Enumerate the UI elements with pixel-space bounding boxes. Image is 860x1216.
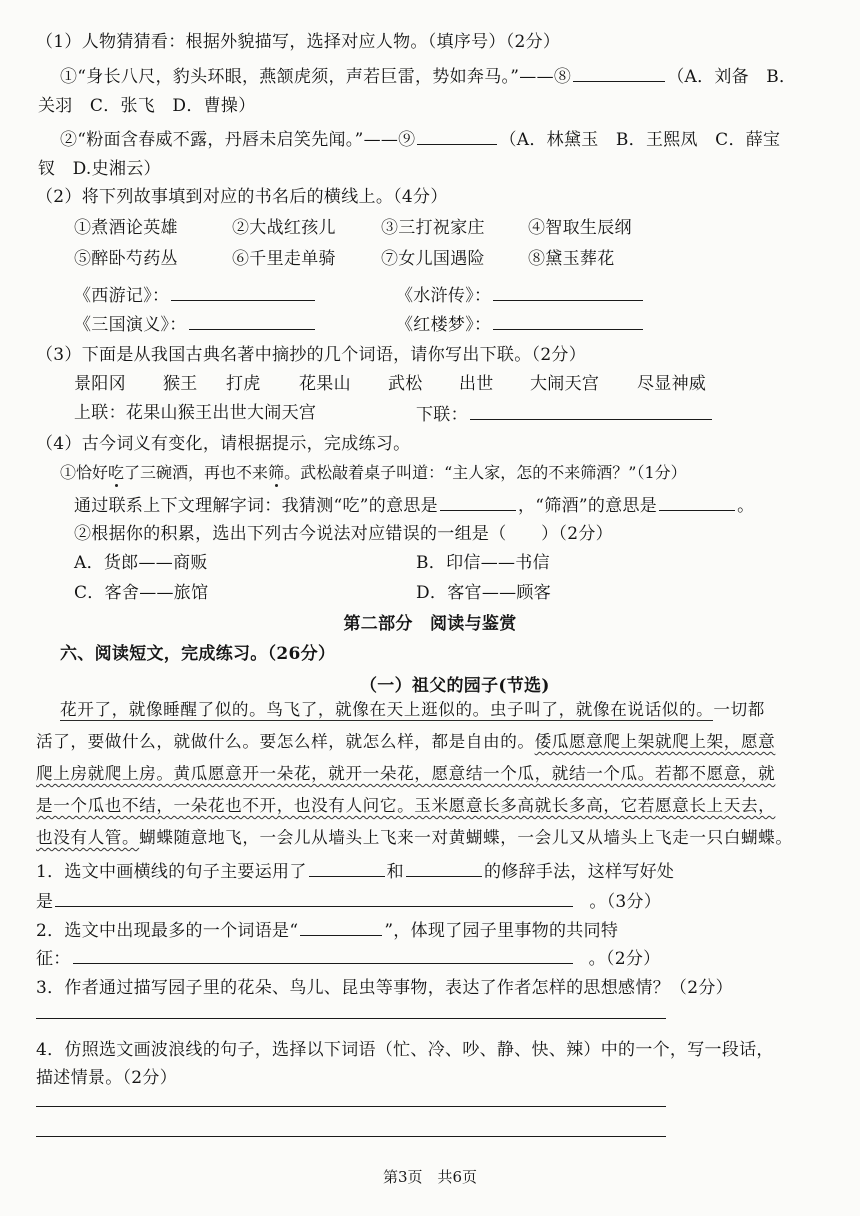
dotted-word: 筛 — [268, 463, 285, 482]
answer-blank[interactable] — [493, 282, 643, 301]
choice-option: D．客官——顾客 — [416, 583, 552, 603]
answer-blank[interactable] — [189, 311, 315, 330]
word-item: 花果山 — [299, 374, 351, 394]
passage-line-4 — [36, 794, 775, 818]
story-item: ⑦女儿国遇险 — [381, 249, 485, 269]
text-span: 是 — [36, 892, 54, 912]
q1-item1-options: （A．刘备 B． — [667, 67, 797, 87]
text-span: ，“筛酒”的意思是 — [517, 496, 658, 516]
lower-couplet-label: 下联： — [416, 405, 468, 425]
text-span: 。 — [737, 496, 755, 516]
answer-blank[interactable] — [73, 945, 573, 964]
q1-item2-options: （A．林黛玉 B．王熙凤 C．薛宝 — [499, 130, 781, 150]
text-span: 通过联系上下文理解字词：我猜测“吃”的意思是 — [74, 496, 438, 516]
q3-title: （3）下面是从我国古典名著中摘抄的几个词语，请你写出下联。（2分） — [36, 345, 587, 365]
wavy-sentence: 倭瓜愿意爬上架就爬上架，愿意 — [534, 732, 776, 751]
q4-sub1-question — [74, 492, 754, 518]
book-label: 《水浒传》： — [396, 286, 492, 306]
question-2 — [36, 917, 618, 943]
q1-item1-options-cont: 关羽 C．张飞 D．曹操） — [38, 96, 256, 116]
q2-title: （2）将下列故事填到对应的书名后的横线上。（4分） — [36, 187, 448, 207]
text-span: ①恰好 — [60, 463, 109, 482]
wavy-sentence: 也没有人管。 — [36, 828, 140, 847]
word-item: 武松 — [388, 374, 423, 394]
word-item: 出世 — [459, 374, 494, 394]
text-span: 蝴蝶随意地飞，一会儿从墙头上飞来一对黄蝴蝶，一会儿又从墙头上飞走一只白蝴蝶。 — [139, 828, 793, 847]
answer-blank[interactable] — [300, 917, 382, 936]
answer-line[interactable] — [36, 1136, 666, 1137]
book-label: 《三国演义》： — [74, 315, 187, 335]
book-row — [396, 282, 645, 308]
text-span: 1．选文中画横线的句子主要运用了 — [36, 862, 307, 882]
question-4: 4．仿照选文画波浪线的句子，选择以下词语（忙、冷、吵、静、快、辣）中的一个，写一段话， — [36, 1040, 774, 1060]
q1-item2-options-cont: 钗 D.史湘云） — [38, 159, 161, 179]
text-span: ”，体现了园子里事物的共同特 — [384, 921, 619, 941]
text-span: ？”（1分） — [612, 463, 687, 482]
choice-option: A．货郎——商贩 — [74, 553, 208, 573]
q1-title: （1）人物猜猜看：根据外貌描写，选择对应人物。（填序号）（2分） — [36, 32, 561, 52]
q4-sub2: ②根据你的积累，选出下列古今说法对应错误的一组是（ ）（2分） — [74, 524, 613, 544]
book-row — [396, 311, 645, 337]
q1-item1-text: ①“身长八尺，豹头环眼，燕颔虎须，声若巨雷，势如奔马。”——⑧ — [60, 67, 572, 87]
word-item: 猴王 — [163, 374, 198, 394]
word-item: 打虎 — [226, 374, 261, 394]
story-item: ⑥千里走单骑 — [232, 249, 336, 269]
q1-item2-text: ②“粉面含春威不露，丹唇未启笑先闻。”——⑨ — [60, 130, 416, 150]
q4-title: （4）古今词义有变化，请根据提示，完成练习。 — [36, 434, 411, 454]
answer-blank[interactable] — [659, 492, 735, 511]
q4-sub1-sentence — [60, 461, 687, 485]
word-item: 尽显神威 — [637, 374, 707, 394]
story-item: ③三打祝家庄 — [381, 218, 485, 238]
story-item: ②大战红孩儿 — [232, 218, 336, 238]
q1-item2 — [60, 126, 780, 152]
answer-blank[interactable] — [417, 126, 497, 145]
upper-couplet: 上联：花果山猴王出世大闹天宫 — [74, 403, 317, 423]
question-4-cont: 描述情景。（2分） — [36, 1068, 178, 1088]
story-item: ⑧黛玉葬花 — [528, 249, 615, 269]
text-span: 一切都 — [713, 700, 765, 719]
question-1 — [36, 858, 674, 884]
text-span: 。（2分） — [588, 949, 661, 969]
dotted-word: 吃 — [108, 463, 125, 482]
word-item: 大闹天宫 — [530, 374, 600, 394]
passage-line-3 — [36, 762, 775, 786]
answer-blank[interactable] — [309, 858, 385, 877]
passage-line-5 — [36, 826, 793, 850]
choice-option: C．客舍——旅馆 — [74, 583, 209, 603]
answer-blank[interactable] — [440, 492, 516, 511]
story-item: ④智取生辰纲 — [528, 218, 632, 238]
text-span: 的修辞手法，这样写好处 — [483, 862, 675, 882]
page-footer: 第3页 共6页 — [382, 1168, 478, 1186]
story-item: ⑤醉卧芍药丛 — [74, 249, 178, 269]
text-span: 。（3分） — [589, 892, 662, 912]
story-item: ①煮酒论英雄 — [74, 218, 178, 238]
answer-line[interactable] — [36, 1106, 666, 1107]
text-span: 筛酒 — [580, 463, 613, 482]
question-3: 3．作者通过描写园子里的花朵、鸟儿、昆虫等事物，表达了作者怎样的思想感情？（2分） — [36, 978, 733, 998]
text-span: 征： — [36, 949, 71, 969]
part2-title: 第二部分 阅读与鉴赏 — [343, 614, 517, 634]
question-2-cont — [36, 945, 660, 971]
answer-blank[interactable] — [493, 311, 643, 330]
text-span: 。武松敲着桌子叫道：“主人家，怎的不来 — [284, 463, 581, 482]
text-span: 和 — [386, 862, 404, 882]
section6-title: 六、阅读短文，完成练习。（26分） — [60, 644, 336, 664]
answer-blank[interactable] — [470, 401, 712, 420]
book-label: 《西游记》： — [74, 286, 170, 306]
choice-option: B．印信——书信 — [416, 553, 550, 573]
book-row — [74, 311, 317, 337]
passage-line-1 — [60, 698, 765, 722]
text-span: 活了，要做什么，就做什么。要怎么样，就怎么样，都是自由的。 — [36, 732, 535, 751]
text-span: 了三碗酒，再也不来 — [124, 463, 269, 482]
answer-blank[interactable] — [406, 858, 482, 877]
lower-couplet-row — [416, 401, 714, 427]
answer-blank[interactable] — [171, 282, 315, 301]
book-label: 《红楼梦》： — [396, 315, 492, 335]
passage-title: （一）祖父的园子(节选) — [360, 676, 550, 696]
wavy-sentence: 爬上房就爬上房。黄瓜愿意开一朵花，就开一朵花，愿意结一个瓜，就结一个瓜。若都不愿意，就 — [36, 764, 776, 783]
book-row — [74, 282, 317, 308]
wavy-sentence: 是一个瓜也不结，一朵花也不开，也没有人问它。玉米愿意长多高就长多高，它若愿意长上天去， — [36, 796, 776, 815]
question-1-cont — [36, 888, 661, 914]
text-span: 2．选文中出现最多的一个词语是“ — [36, 921, 299, 941]
q1-item1 — [60, 63, 796, 89]
passage-line-2 — [36, 730, 775, 754]
answer-blank[interactable] — [55, 888, 573, 907]
answer-blank[interactable] — [573, 63, 665, 82]
word-item: 景阳冈 — [74, 374, 126, 394]
underlined-sentence: 花开了，就像睡醒了似的。鸟飞了，就像在天上逛似的。虫子叫了，就像在说话似的。 — [60, 700, 714, 719]
answer-line[interactable] — [36, 1018, 666, 1019]
